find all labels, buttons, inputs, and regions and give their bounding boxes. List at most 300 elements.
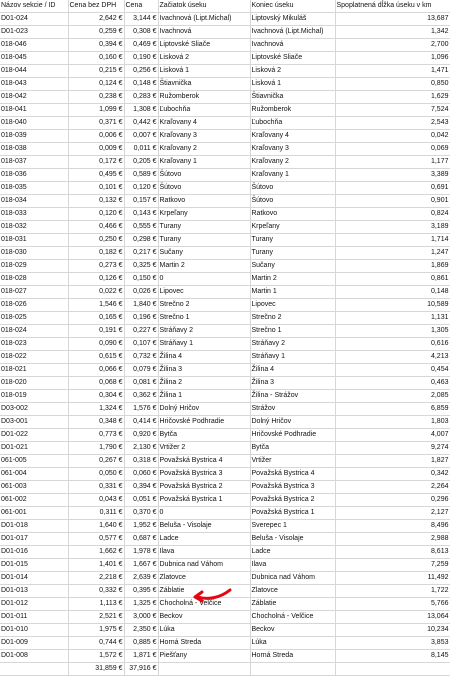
table-cell[interactable]: 0,283 €: [124, 91, 158, 104]
table-cell[interactable]: 018-027: [0, 286, 68, 299]
table-cell[interactable]: Žilina 3: [158, 364, 250, 377]
table-cell[interactable]: 0,370 €: [124, 507, 158, 520]
table-cell[interactable]: 0,165 €: [68, 312, 124, 325]
table-cell[interactable]: Ivachnová (Lipt.Michal): [158, 13, 250, 26]
table-cell[interactable]: 018-021: [0, 364, 68, 377]
table-cell[interactable]: 1,840 €: [124, 299, 158, 312]
table-cell[interactable]: Šútovo: [158, 169, 250, 182]
table-cell[interactable]: 37,916 €: [124, 663, 158, 676]
table-cell[interactable]: Štiavnička: [250, 91, 335, 104]
table-cell[interactable]: Strečno 1: [250, 325, 335, 338]
table-cell[interactable]: 0,026 €: [124, 286, 158, 299]
table-cell[interactable]: 018-034: [0, 195, 68, 208]
table-cell[interactable]: 0,318 €: [124, 455, 158, 468]
table-cell[interactable]: Šútovo: [250, 182, 335, 195]
table-cell[interactable]: 1,401 €: [68, 559, 124, 572]
table-cell[interactable]: 0,732 €: [124, 351, 158, 364]
table-cell[interactable]: Dolný Hričov: [250, 416, 335, 429]
table-cell[interactable]: 1,131: [335, 312, 450, 325]
table-cell[interactable]: D01-017: [0, 533, 68, 546]
table-cell[interactable]: 0,081 €: [124, 377, 158, 390]
table-cell[interactable]: 0,850: [335, 78, 450, 91]
table-cell[interactable]: 0,442 €: [124, 117, 158, 130]
table-cell[interactable]: 1,790 €: [68, 442, 124, 455]
table-cell[interactable]: Stráňavy 1: [250, 351, 335, 364]
table-cell[interactable]: Turany: [250, 234, 335, 247]
table-cell[interactable]: 1,324 €: [68, 403, 124, 416]
table-cell[interactable]: 0,090 €: [68, 338, 124, 351]
table-cell[interactable]: Ladce: [158, 533, 250, 546]
table-cell[interactable]: 0,256 €: [124, 65, 158, 78]
table-cell[interactable]: Ružomberok: [158, 91, 250, 104]
table-cell[interactable]: 0,238 €: [68, 91, 124, 104]
table-cell[interactable]: Žilina - Strážov: [250, 390, 335, 403]
table-cell[interactable]: 0,687 €: [124, 533, 158, 546]
table-cell[interactable]: 10,589: [335, 299, 450, 312]
table-cell[interactable]: 0,311 €: [68, 507, 124, 520]
table-cell[interactable]: 8,613: [335, 546, 450, 559]
table-cell[interactable]: 018-031: [0, 234, 68, 247]
table-cell[interactable]: 1,546 €: [68, 299, 124, 312]
table-cell[interactable]: Martin 1: [250, 286, 335, 299]
table-cell[interactable]: 1,308 €: [124, 104, 158, 117]
table-cell[interactable]: 4,007: [335, 429, 450, 442]
table-cell[interactable]: 2,988: [335, 533, 450, 546]
table-cell[interactable]: Stráňavy 2: [158, 325, 250, 338]
table-cell[interactable]: Lúka: [250, 637, 335, 650]
table-cell[interactable]: 0,273 €: [68, 260, 124, 273]
table-cell[interactable]: Krpeľany: [250, 221, 335, 234]
table-cell[interactable]: 061-004: [0, 468, 68, 481]
table-cell[interactable]: 018-020: [0, 377, 68, 390]
table-cell[interactable]: 0,259 €: [68, 26, 124, 39]
table-cell[interactable]: 1,714: [335, 234, 450, 247]
table-cell[interactable]: 0,160 €: [68, 52, 124, 65]
table-cell[interactable]: Chocholná - Velčice: [250, 611, 335, 624]
table-cell[interactable]: 0,744 €: [68, 637, 124, 650]
table-cell[interactable]: 2,130 €: [124, 442, 158, 455]
table-cell[interactable]: D01-012: [0, 598, 68, 611]
column-header[interactable]: Cena: [124, 0, 158, 13]
table-cell[interactable]: 2,127: [335, 507, 450, 520]
table-cell[interactable]: 0,362 €: [124, 390, 158, 403]
table-cell[interactable]: 0,157 €: [124, 195, 158, 208]
table-cell[interactable]: 1,978 €: [124, 546, 158, 559]
table-cell[interactable]: 0,824: [335, 208, 450, 221]
table-cell[interactable]: 0,395 €: [124, 585, 158, 598]
table-cell[interactable]: 0,022 €: [68, 286, 124, 299]
table-cell[interactable]: 5,766: [335, 598, 450, 611]
table-cell[interactable]: [158, 663, 250, 676]
table-cell[interactable]: D03-002: [0, 403, 68, 416]
table-cell[interactable]: 018-023: [0, 338, 68, 351]
table-cell[interactable]: 0,394 €: [124, 481, 158, 494]
table-cell[interactable]: Žilina 4: [250, 364, 335, 377]
table-cell[interactable]: 0,773 €: [68, 429, 124, 442]
table-cell[interactable]: 0,901: [335, 195, 450, 208]
table-cell[interactable]: 0,120 €: [68, 208, 124, 221]
table-cell[interactable]: 018-036: [0, 169, 68, 182]
table-cell[interactable]: Šútovo: [250, 195, 335, 208]
table-cell[interactable]: 018-033: [0, 208, 68, 221]
table-cell[interactable]: 0,920 €: [124, 429, 158, 442]
table-cell[interactable]: Kraľovany 4: [250, 130, 335, 143]
table-cell[interactable]: 1,629: [335, 91, 450, 104]
table-cell[interactable]: 31,859 €: [68, 663, 124, 676]
table-cell[interactable]: 0,069: [335, 143, 450, 156]
table-cell[interactable]: 0,215 €: [68, 65, 124, 78]
table-cell[interactable]: 018-042: [0, 91, 68, 104]
table-cell[interactable]: 2,521 €: [68, 611, 124, 624]
table-cell[interactable]: 0: [158, 273, 250, 286]
table-cell[interactable]: 061-003: [0, 481, 68, 494]
table-cell[interactable]: 1,325 €: [124, 598, 158, 611]
table-cell[interactable]: 0,331 €: [68, 481, 124, 494]
table-cell[interactable]: 018-029: [0, 260, 68, 273]
table-cell[interactable]: Žilina 4: [158, 351, 250, 364]
table-cell[interactable]: 018-019: [0, 390, 68, 403]
table-cell[interactable]: 1,827: [335, 455, 450, 468]
table-cell[interactable]: 0,217 €: [124, 247, 158, 260]
table-cell[interactable]: 0,042: [335, 130, 450, 143]
table-cell[interactable]: 0,691: [335, 182, 450, 195]
table-cell[interactable]: Lisková 1: [158, 65, 250, 78]
table-cell[interactable]: 1,342: [335, 26, 450, 39]
table-cell[interactable]: 061-001: [0, 507, 68, 520]
table-cell[interactable]: D01-021: [0, 442, 68, 455]
table-cell[interactable]: 0,371 €: [68, 117, 124, 130]
table-cell[interactable]: Ivachnová: [250, 39, 335, 52]
table-cell[interactable]: 1,113 €: [68, 598, 124, 611]
table-cell[interactable]: 0,190 €: [124, 52, 158, 65]
table-cell[interactable]: 3,144 €: [124, 13, 158, 26]
table-cell[interactable]: Zlatovce: [250, 585, 335, 598]
table-cell[interactable]: D01-022: [0, 429, 68, 442]
table-cell[interactable]: 0,308 €: [124, 26, 158, 39]
table-cell[interactable]: 0,205 €: [124, 156, 158, 169]
table-cell[interactable]: 0,267 €: [68, 455, 124, 468]
column-header[interactable]: Začiatok úseku: [158, 0, 250, 13]
table-cell[interactable]: Horná Streda: [158, 637, 250, 650]
table-cell[interactable]: Sučany: [250, 260, 335, 273]
table-cell[interactable]: Považská Bystrica 1: [250, 507, 335, 520]
table-cell[interactable]: 0,616: [335, 338, 450, 351]
table-cell[interactable]: Liptovský Mikuláš: [250, 13, 335, 26]
table-cell[interactable]: 0,861: [335, 273, 450, 286]
table-cell[interactable]: Považská Bystrica 2: [158, 481, 250, 494]
table-cell[interactable]: 018-035: [0, 182, 68, 195]
table-cell[interactable]: Kraľovany 3: [158, 130, 250, 143]
table-cell[interactable]: 1,662 €: [68, 546, 124, 559]
table-cell[interactable]: 1,952 €: [124, 520, 158, 533]
table-cell[interactable]: Kraľovany 1: [158, 156, 250, 169]
column-header[interactable]: Koniec úseku: [250, 0, 335, 13]
table-cell[interactable]: 0,050 €: [68, 468, 124, 481]
table-cell[interactable]: 018-046: [0, 39, 68, 52]
table-cell[interactable]: Ratkovo: [250, 208, 335, 221]
table-cell[interactable]: 0,191 €: [68, 325, 124, 338]
table-cell[interactable]: 0,466 €: [68, 221, 124, 234]
table-cell[interactable]: 018-024: [0, 325, 68, 338]
table-cell[interactable]: 0,348 €: [68, 416, 124, 429]
table-cell[interactable]: 0,051 €: [124, 494, 158, 507]
table-cell[interactable]: Lúka: [158, 624, 250, 637]
table-cell[interactable]: 9,274: [335, 442, 450, 455]
table-cell[interactable]: 061-005: [0, 455, 68, 468]
table-cell[interactable]: 6,859: [335, 403, 450, 416]
table-cell[interactable]: 2,639 €: [124, 572, 158, 585]
table-cell[interactable]: 0,126 €: [68, 273, 124, 286]
table-cell[interactable]: 0,227 €: [124, 325, 158, 338]
table-cell[interactable]: 8,496: [335, 520, 450, 533]
table-cell[interactable]: 018-038: [0, 143, 68, 156]
table-cell[interactable]: 0,101 €: [68, 182, 124, 195]
table-cell[interactable]: Strečno 2: [158, 299, 250, 312]
table-cell[interactable]: Lisková 1: [250, 78, 335, 91]
table-cell[interactable]: [250, 663, 335, 676]
table-cell[interactable]: Považská Bystrica 1: [158, 494, 250, 507]
table-cell[interactable]: D01-015: [0, 559, 68, 572]
table-cell[interactable]: Chocholná - Velčice: [158, 598, 250, 611]
table-cell[interactable]: 1,576 €: [124, 403, 158, 416]
table-cell[interactable]: 0,006 €: [68, 130, 124, 143]
table-cell[interactable]: 13,687: [335, 13, 450, 26]
table-cell[interactable]: 3,000 €: [124, 611, 158, 624]
table-cell[interactable]: 0,342: [335, 468, 450, 481]
table-cell[interactable]: D01-011: [0, 611, 68, 624]
table-cell[interactable]: 0,079 €: [124, 364, 158, 377]
table-cell[interactable]: Ľubochňa: [250, 117, 335, 130]
table-cell[interactable]: 0,060 €: [124, 468, 158, 481]
table-cell[interactable]: 0,414 €: [124, 416, 158, 429]
table-cell[interactable]: 13,064: [335, 611, 450, 624]
table-cell[interactable]: Stráňavy 1: [158, 338, 250, 351]
table-cell[interactable]: Vrtižer 2: [158, 442, 250, 455]
table-cell[interactable]: 018-026: [0, 299, 68, 312]
table-cell[interactable]: 0,555 €: [124, 221, 158, 234]
table-cell[interactable]: D01-014: [0, 572, 68, 585]
table-cell[interactable]: 018-043: [0, 78, 68, 91]
table-cell[interactable]: Beluša - Visolaje: [158, 520, 250, 533]
table-cell[interactable]: Kraľovany 1: [250, 169, 335, 182]
table-cell[interactable]: Strážov: [250, 403, 335, 416]
table-cell[interactable]: 1,871 €: [124, 650, 158, 663]
table-cell[interactable]: 0,394 €: [68, 39, 124, 52]
table-cell[interactable]: Považská Bystrica 4: [158, 455, 250, 468]
table-cell[interactable]: Zlatovce: [158, 572, 250, 585]
table-cell[interactable]: Záblatie: [250, 598, 335, 611]
table-cell[interactable]: Lipovec: [158, 286, 250, 299]
table-cell[interactable]: Beckov: [158, 611, 250, 624]
column-header[interactable]: Spoplatnená dĺžka úseku v km: [335, 0, 450, 13]
table-cell[interactable]: Hričovské Podhradie: [158, 416, 250, 429]
table-cell[interactable]: Dubnica nad Váhom: [158, 559, 250, 572]
table-cell[interactable]: D01-024: [0, 13, 68, 26]
table-cell[interactable]: Ratkovo: [158, 195, 250, 208]
table-cell[interactable]: 2,264: [335, 481, 450, 494]
table-cell[interactable]: 1,667 €: [124, 559, 158, 572]
table-cell[interactable]: Žilina 3: [250, 377, 335, 390]
table-cell[interactable]: Strečno 1: [158, 312, 250, 325]
table-cell[interactable]: Piešťany: [158, 650, 250, 663]
table-cell[interactable]: Lisková 2: [250, 65, 335, 78]
table-cell[interactable]: 0: [158, 507, 250, 520]
table-cell[interactable]: 061-002: [0, 494, 68, 507]
table-cell[interactable]: Dubnica nad Váhom: [250, 572, 335, 585]
table-cell[interactable]: 0,124 €: [68, 78, 124, 91]
table-cell[interactable]: 0,463: [335, 377, 450, 390]
table-cell[interactable]: 018-030: [0, 247, 68, 260]
table-cell[interactable]: 1,869: [335, 260, 450, 273]
table-cell[interactable]: 2,350 €: [124, 624, 158, 637]
table-cell[interactable]: 0,325 €: [124, 260, 158, 273]
table-cell[interactable]: D01-016: [0, 546, 68, 559]
table-cell[interactable]: 11,492: [335, 572, 450, 585]
table-cell[interactable]: 0,011 €: [124, 143, 158, 156]
table-cell[interactable]: 0,043 €: [68, 494, 124, 507]
table-cell[interactable]: 1,975 €: [68, 624, 124, 637]
table-cell[interactable]: 018-032: [0, 221, 68, 234]
table-cell[interactable]: Stráňavy 2: [250, 338, 335, 351]
table-cell[interactable]: 2,700: [335, 39, 450, 52]
table-cell[interactable]: 2,218 €: [68, 572, 124, 585]
table-cell[interactable]: Ilava: [250, 559, 335, 572]
table-cell[interactable]: Martin 2: [250, 273, 335, 286]
table-cell[interactable]: Ľubochňa: [158, 104, 250, 117]
table-cell[interactable]: 0,196 €: [124, 312, 158, 325]
table-cell[interactable]: Kraľovany 3: [250, 143, 335, 156]
table-cell[interactable]: 0,304 €: [68, 390, 124, 403]
table-cell[interactable]: Žilina 2: [158, 377, 250, 390]
table-cell[interactable]: 1,572 €: [68, 650, 124, 663]
table-cell[interactable]: Kraľovany 4: [158, 117, 250, 130]
table-cell[interactable]: Považská Bystrica 2: [250, 494, 335, 507]
table-cell[interactable]: Ivachnová (Lipt.Michal): [250, 26, 335, 39]
column-header[interactable]: Cena bez DPH: [68, 0, 124, 13]
table-cell[interactable]: D01-023: [0, 26, 68, 39]
table-cell[interactable]: Turany: [250, 247, 335, 260]
table-cell[interactable]: 0,469 €: [124, 39, 158, 52]
table-cell[interactable]: 0,296: [335, 494, 450, 507]
table-cell[interactable]: 1,247: [335, 247, 450, 260]
table-cell[interactable]: 10,234: [335, 624, 450, 637]
table-cell[interactable]: 4,213: [335, 351, 450, 364]
table-cell[interactable]: Sverepec 1: [250, 520, 335, 533]
table-cell[interactable]: Lisková 2: [158, 52, 250, 65]
table-cell[interactable]: 7,524: [335, 104, 450, 117]
table-cell[interactable]: 018-039: [0, 130, 68, 143]
table-cell[interactable]: D03-001: [0, 416, 68, 429]
table-cell[interactable]: Lipovec: [250, 299, 335, 312]
table-cell[interactable]: 0,148 €: [124, 78, 158, 91]
table-cell[interactable]: 018-037: [0, 156, 68, 169]
table-cell[interactable]: 018-041: [0, 104, 68, 117]
table-cell[interactable]: 018-025: [0, 312, 68, 325]
table-cell[interactable]: D01-018: [0, 520, 68, 533]
table-cell[interactable]: Martin 2: [158, 260, 250, 273]
table-cell[interactable]: 0,182 €: [68, 247, 124, 260]
table-cell[interactable]: Ivachnová: [158, 26, 250, 39]
table-cell[interactable]: 018-044: [0, 65, 68, 78]
table-cell[interactable]: Ružomberok: [250, 104, 335, 117]
table-cell[interactable]: [0, 663, 68, 676]
table-cell[interactable]: [335, 663, 450, 676]
table-cell[interactable]: 0,454: [335, 364, 450, 377]
table-cell[interactable]: Kraľovany 2: [158, 143, 250, 156]
table-cell[interactable]: 1,096: [335, 52, 450, 65]
table-cell[interactable]: 0,009 €: [68, 143, 124, 156]
table-cell[interactable]: D01-013: [0, 585, 68, 598]
table-cell[interactable]: 0,148: [335, 286, 450, 299]
table-cell[interactable]: 0,589 €: [124, 169, 158, 182]
table-cell[interactable]: 0,066 €: [68, 364, 124, 377]
table-cell[interactable]: 2,085: [335, 390, 450, 403]
table-cell[interactable]: 3,389: [335, 169, 450, 182]
table-cell[interactable]: Ilava: [158, 546, 250, 559]
table-cell[interactable]: 1,803: [335, 416, 450, 429]
table-cell[interactable]: 7,259: [335, 559, 450, 572]
table-cell[interactable]: 0,143 €: [124, 208, 158, 221]
table-cell[interactable]: 1,177: [335, 156, 450, 169]
table-cell[interactable]: 0,007 €: [124, 130, 158, 143]
table-cell[interactable]: 1,305: [335, 325, 450, 338]
table-cell[interactable]: Liptovské Sliače: [158, 39, 250, 52]
table-cell[interactable]: Kraľovany 2: [250, 156, 335, 169]
table-cell[interactable]: 1,640 €: [68, 520, 124, 533]
table-cell[interactable]: 018-028: [0, 273, 68, 286]
table-cell[interactable]: 0,068 €: [68, 377, 124, 390]
table-cell[interactable]: 0,615 €: [68, 351, 124, 364]
table-cell[interactable]: 1,471: [335, 65, 450, 78]
table-cell[interactable]: 1,099 €: [68, 104, 124, 117]
table-cell[interactable]: 0,495 €: [68, 169, 124, 182]
table-cell[interactable]: Dolný Hričov: [158, 403, 250, 416]
table-cell[interactable]: Ladce: [250, 546, 335, 559]
table-cell[interactable]: Považská Bystrica 3: [158, 468, 250, 481]
table-cell[interactable]: 2,642 €: [68, 13, 124, 26]
table-cell[interactable]: 0,172 €: [68, 156, 124, 169]
table-cell[interactable]: Beckov: [250, 624, 335, 637]
table-cell[interactable]: Beluša - Visolaje: [250, 533, 335, 546]
table-cell[interactable]: Žilina 1: [158, 390, 250, 403]
table-cell[interactable]: Bytča: [158, 429, 250, 442]
table-cell[interactable]: Turany: [158, 221, 250, 234]
table-cell[interactable]: 2,543: [335, 117, 450, 130]
table-cell[interactable]: Liptovské Sliače: [250, 52, 335, 65]
table-cell[interactable]: Hričovské Podhradie: [250, 429, 335, 442]
table-cell[interactable]: Záblatie: [158, 585, 250, 598]
table-cell[interactable]: 0,577 €: [68, 533, 124, 546]
table-cell[interactable]: Turany: [158, 234, 250, 247]
table-cell[interactable]: D01-010: [0, 624, 68, 637]
table-cell[interactable]: Bytča: [250, 442, 335, 455]
table-cell[interactable]: Považská Bystrica 4: [250, 468, 335, 481]
table-cell[interactable]: Štiavnička: [158, 78, 250, 91]
table-cell[interactable]: 018-022: [0, 351, 68, 364]
table-cell[interactable]: 0,150 €: [124, 273, 158, 286]
table-cell[interactable]: 0,107 €: [124, 338, 158, 351]
table-cell[interactable]: Horná Streda: [250, 650, 335, 663]
table-cell[interactable]: 0,885 €: [124, 637, 158, 650]
table-cell[interactable]: Šútovo: [158, 182, 250, 195]
table-cell[interactable]: 3,189: [335, 221, 450, 234]
table-cell[interactable]: Považská Bystrica 3: [250, 481, 335, 494]
table-cell[interactable]: D01-009: [0, 637, 68, 650]
table-cell[interactable]: 8,145: [335, 650, 450, 663]
table-cell[interactable]: 0,132 €: [68, 195, 124, 208]
table-cell[interactable]: D01-008: [0, 650, 68, 663]
table-cell[interactable]: 0,120 €: [124, 182, 158, 195]
